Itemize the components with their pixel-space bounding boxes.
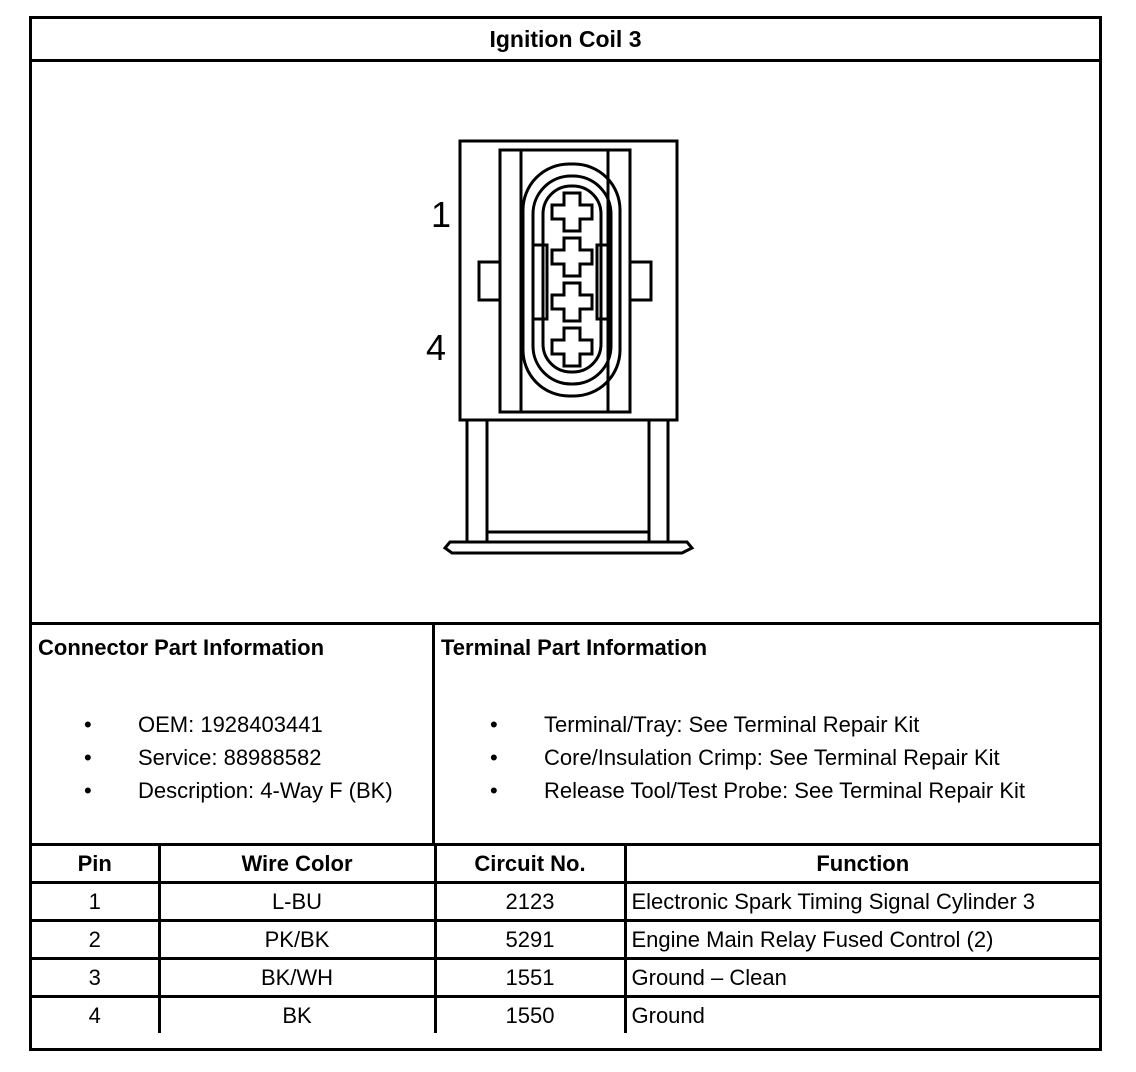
- table-header-row: [32, 845, 1099, 883]
- connector-info-heading: Connector Part Information: [38, 635, 325, 660]
- connector-housing: [460, 141, 677, 420]
- cell-pin: 2: [32, 921, 159, 959]
- terminal-4: [552, 328, 592, 366]
- page-title: Ignition Coil 3: [32, 19, 1099, 62]
- cell-circuit: 1550: [435, 997, 625, 1034]
- cell-circuit: 1551: [435, 959, 625, 997]
- right-latch: [630, 262, 651, 300]
- cell-function: Engine Main Relay Fused Control (2): [625, 921, 1099, 959]
- cell-pin: 4: [32, 997, 159, 1034]
- cell-function: Ground – Clean: [625, 959, 1099, 997]
- connector-info-list: [84, 708, 393, 807]
- connector-sheet: [29, 16, 1102, 1051]
- cell-wire-color: L-BU: [159, 883, 435, 921]
- terminal-part-info: [435, 625, 1102, 843]
- connector-diagram: [32, 62, 1099, 625]
- terminal-info-item: • Terminal/Tray: See Terminal Repair Kit: [490, 708, 1025, 741]
- connector-info-item: • OEM: 1928403441: [84, 708, 393, 741]
- table-row: [32, 959, 1099, 997]
- cell-function: Ground: [625, 997, 1099, 1034]
- header-function: Function: [625, 845, 1099, 883]
- terminal-1: [552, 193, 592, 231]
- terminal-3: [552, 283, 592, 321]
- header-pin: Pin: [32, 845, 159, 883]
- header-wire-color: Wire Color: [159, 845, 435, 883]
- cell-wire-color: BK/WH: [159, 959, 435, 997]
- connector-base: [445, 542, 692, 553]
- terminal-info-list: [490, 708, 1025, 807]
- cell-function: Electronic Spark Timing Signal Cylinder 3: [625, 883, 1099, 921]
- connector-info-item: • Service: 88988582: [84, 741, 393, 774]
- pin-label-1: 1: [431, 194, 452, 235]
- terminal-info-heading: Terminal Part Information: [441, 635, 708, 660]
- header-circuit: Circuit No.: [435, 845, 625, 883]
- cell-circuit: 2123: [435, 883, 625, 921]
- connector-info-item: • Description: 4-Way F (BK): [84, 774, 393, 807]
- pin-table: [32, 843, 1099, 1033]
- left-latch: [479, 262, 500, 300]
- terminal-info-item: • Core/Insulation Crimp: See Terminal Repair Kit: [490, 741, 1025, 774]
- cell-wire-color: PK/BK: [159, 921, 435, 959]
- cell-circuit: 5291: [435, 921, 625, 959]
- cell-pin: 1: [32, 883, 159, 921]
- connector-face-drawing: [32, 62, 1099, 622]
- terminal-info-item: • Release Tool/Test Probe: See Terminal Repair Kit: [490, 774, 1025, 807]
- pin-label-4: 4: [426, 327, 447, 368]
- table-row: [32, 883, 1099, 921]
- cell-pin: 3: [32, 959, 159, 997]
- connector-part-info: [32, 625, 435, 843]
- cell-wire-color: BK: [159, 997, 435, 1034]
- terminal-2: [552, 238, 592, 276]
- table-row: [32, 997, 1099, 1034]
- table-row: [32, 921, 1099, 959]
